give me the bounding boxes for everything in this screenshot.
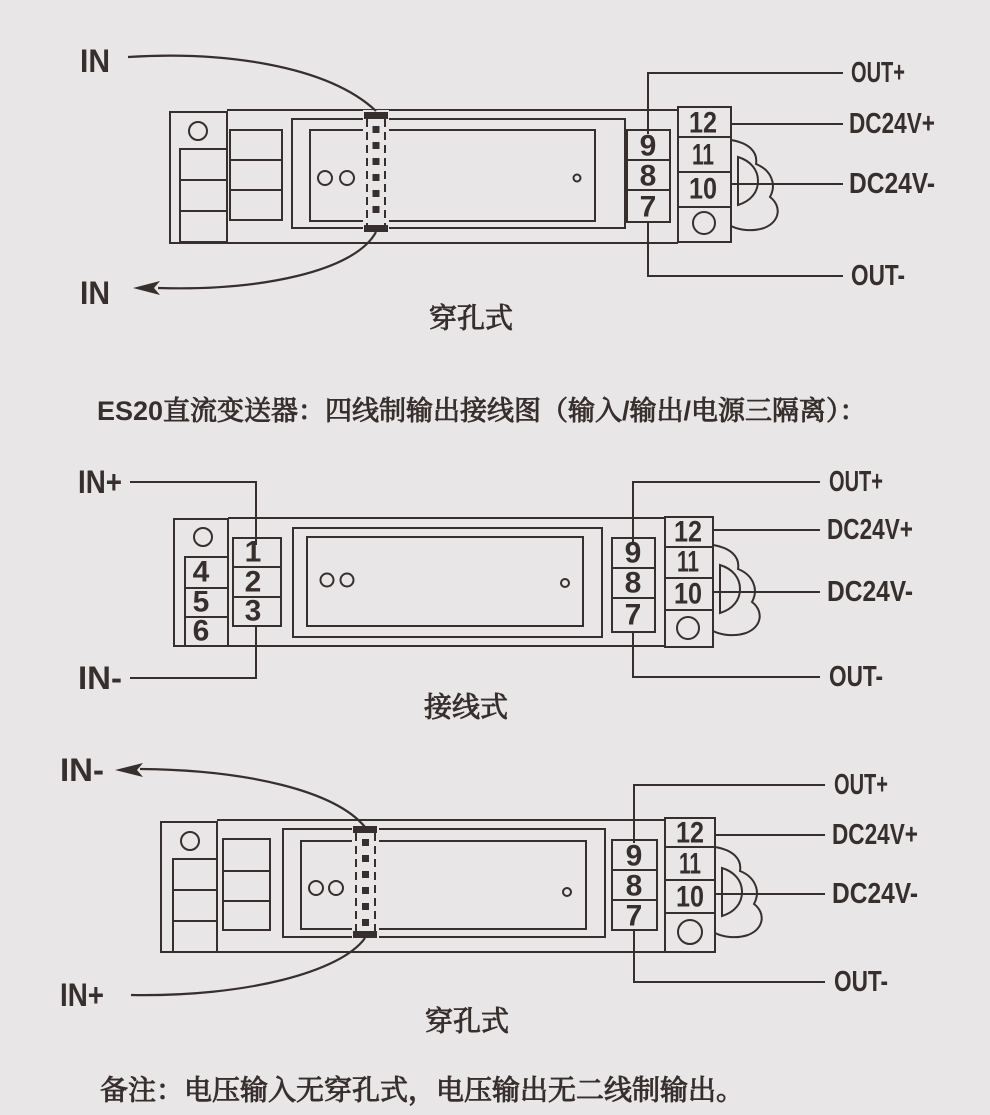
display-window-inner — [301, 841, 586, 929]
input-wire-top — [140, 769, 365, 827]
terminal-11: 11 — [679, 847, 701, 881]
terminal-9: 9 — [625, 839, 643, 873]
label-dc24v-minus: DC24V- — [827, 576, 913, 608]
label-in-bottom: IN — [80, 275, 110, 311]
input-wire-bottom — [158, 232, 376, 288]
left-terminal-block — [173, 859, 217, 952]
terminal-11: 11 — [677, 545, 699, 579]
terminal-11: 11 — [692, 138, 714, 172]
diagram-through-hole-bottom — [60, 752, 918, 1037]
out-minus-wire — [633, 632, 820, 677]
terminal-1: 1 — [244, 535, 262, 569]
cell-divider — [223, 871, 270, 901]
label-out-minus: OUT- — [834, 966, 888, 998]
device-outline — [174, 517, 760, 647]
device-outline — [161, 818, 762, 952]
terminal-12: 12 — [689, 106, 717, 140]
terminal-9: 9 — [624, 536, 642, 570]
adjust-hole-circle — [561, 579, 569, 587]
terminal-6: 6 — [192, 614, 210, 648]
label-dc24v-minus: DC24V- — [832, 878, 918, 910]
diagram-caption: 接线式 — [423, 691, 509, 723]
din-rail-clip-notch — [722, 868, 742, 916]
label-out-plus: OUT+ — [834, 769, 888, 801]
label-dc24v-plus: DC24V+ — [827, 514, 913, 546]
label-dc24v-plus: DC24V+ — [832, 819, 918, 851]
terminal-3: 3 — [244, 594, 262, 628]
section-title: ES20直流变送器：四线制输出接线图（输入/输出/电源三隔离）： — [97, 396, 867, 426]
adjust-hole-circle — [563, 888, 571, 896]
adjust-hole-circle — [574, 175, 581, 182]
diagram-through-hole-top — [80, 43, 935, 334]
mounting-hole-circle — [677, 617, 699, 639]
label-in-plus: IN+ — [60, 977, 104, 1013]
display-window-inner — [307, 537, 583, 626]
diagram-caption: 穿孔式 — [424, 1005, 510, 1037]
input-wire-top — [128, 56, 376, 111]
through-hole-slot — [352, 822, 379, 940]
wires — [128, 56, 843, 295]
out-plus-wire — [633, 482, 820, 545]
arrowhead-left-icon — [133, 281, 160, 295]
terminal-7: 7 — [625, 899, 643, 933]
diagram-caption: 穿孔式 — [428, 302, 514, 334]
terminal-7: 7 — [639, 190, 657, 224]
terminal-10: 10 — [674, 577, 702, 611]
terminal-7: 7 — [624, 598, 642, 632]
label-in-plus: IN+ — [78, 464, 122, 500]
label-out-minus: OUT- — [829, 661, 883, 693]
mounting-hole-circle — [194, 528, 212, 546]
terminal-10: 10 — [689, 172, 717, 206]
mounting-hole-circle — [693, 212, 715, 234]
label-in-minus: IN- — [78, 660, 122, 696]
slot-top-cap — [353, 826, 377, 833]
terminal-5: 5 — [192, 585, 210, 619]
terminal-8: 8 — [625, 869, 643, 903]
led-circle — [340, 171, 354, 185]
left-inner-terminal-block — [223, 839, 270, 930]
left-inner-terminal-block — [230, 130, 282, 220]
mounting-hole-circle — [678, 920, 702, 944]
label-out-plus: OUT+ — [829, 466, 883, 498]
in-plus-wire — [130, 482, 256, 545]
cell-divider — [230, 160, 282, 190]
input-wire-bottom — [131, 938, 365, 995]
left-terminal-block — [180, 149, 227, 242]
label-in-top: IN — [80, 43, 110, 79]
wires — [115, 763, 825, 995]
label-dc24v-minus: DC24V- — [849, 168, 935, 200]
terminal-12: 12 — [676, 816, 704, 850]
footnote: 备注：电压输入无穿孔式，电压输出无二线制输出。 — [100, 1074, 745, 1106]
led-circle — [318, 171, 332, 185]
mounting-hole-circle — [181, 832, 199, 850]
label-dc24v-plus: DC24V+ — [849, 108, 935, 140]
slot-top-cap — [364, 112, 388, 119]
din-rail-clip-notch — [720, 565, 740, 613]
left-endcap — [161, 822, 217, 952]
label-out-plus: OUT+ — [851, 57, 905, 89]
terminal-8: 8 — [639, 159, 657, 193]
display-window-outer — [293, 528, 602, 637]
arrowhead-left-icon — [115, 763, 143, 777]
led-circle — [309, 881, 323, 895]
device-outline — [170, 107, 778, 243]
cell-divider — [173, 890, 217, 921]
slot-bottom-cap — [353, 931, 377, 938]
terminal-4: 4 — [192, 555, 210, 589]
slot-bottom-cap — [364, 225, 388, 232]
label-in-minus: IN- — [60, 752, 104, 788]
terminal-2: 2 — [244, 565, 262, 599]
mounting-hole-circle — [189, 122, 207, 140]
led-circle — [329, 881, 343, 895]
led-circle — [321, 574, 334, 587]
led-circle — [341, 574, 354, 587]
terminal-10: 10 — [676, 880, 704, 914]
cell-divider — [180, 180, 227, 211]
label-out-minus: OUT- — [851, 260, 905, 292]
terminal-9: 9 — [639, 129, 657, 163]
through-hole-slot — [363, 110, 389, 234]
terminal-12: 12 — [674, 515, 702, 549]
diagram-wired-middle — [78, 464, 913, 723]
terminal-8: 8 — [624, 566, 642, 600]
left-endcap — [170, 112, 227, 243]
